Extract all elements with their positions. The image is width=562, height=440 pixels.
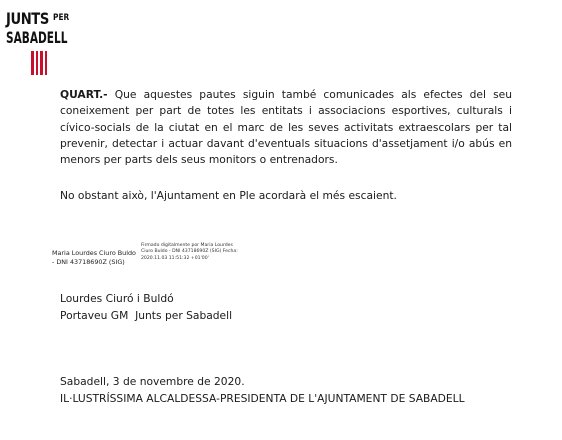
paragraph-body: Que aquestes pautes siguin també comunicades als efectes del seu coneixement per part de totes les entitats i associacions esportives, culturals i cívico-socials de la ciutat en el marc de les seves activitats extraescolars per tal prevenir, detectar i actuar davant d'eventuals situacions d'assetjament i/o abús en menors per parts dels seus monitors o entrenadors. (60, 88, 512, 167)
paragraph-quart (60, 87, 512, 168)
place-date: Sabadell, 3 de novembre de 2020. (60, 375, 245, 388)
signer-role: Portaveu GM Junts per Sabadell (60, 309, 233, 322)
paragraph-closing-note: No obstant això, l'Ajuntament en Ple acordarà el més escaient. (60, 189, 397, 202)
digital-signature-details: Firmado digitalmente por Maria Lourdes Ciuro Buldo - DNI 43718690Z (SIG) Fecha: 2020.11.03 11:51:32 +01'00' (141, 243, 238, 261)
addressee: IL·LUSTRÍSSIMA ALCALDESSA-PRESIDENTA DE L'AJUNTAMENT DE SABADELL (60, 392, 465, 405)
party-logo (6, 9, 70, 77)
logo-text-line1: JUNTS $^{PER}$ (6, 9, 70, 28)
logo-bars-icon (31, 51, 49, 79)
signer-name: Lourdes Ciuró i Buldó (60, 292, 174, 305)
logo-text-line2: SABADELL (6, 28, 68, 47)
paragraph-lead: QUART.- (60, 88, 108, 101)
digital-signature-name: Maria Lourdes Ciuro Buldo - DNI 43718690Z (SIG) (52, 249, 136, 266)
